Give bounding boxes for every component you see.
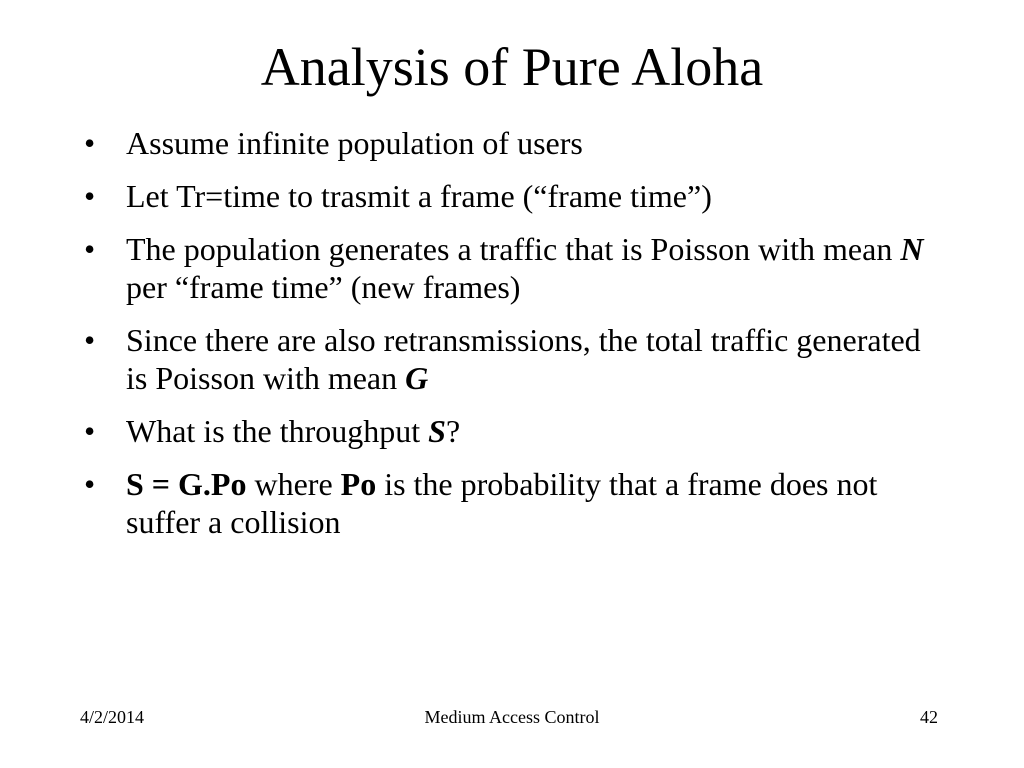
bullet-text: [126, 231, 923, 305]
bullet-text: [126, 322, 921, 396]
bullet-text: Let Tr=time to trasmit a frame (“frame time”): [126, 178, 712, 214]
bullet-text: Assume infinite population of users: [126, 125, 583, 161]
bullet-text-part: What is the throughput: [126, 413, 429, 449]
bullet-icon: •: [84, 231, 96, 267]
bullet-text-part: The population generates a traffic that is Poisson with mean: [126, 231, 901, 267]
bold-term: Po: [340, 466, 377, 502]
bullet-text-part: is the probability that a frame does not suffer a collision: [126, 466, 878, 540]
bullet-text-part: Since there are also retransmissions, the total traffic generated is Poisson with mean: [126, 322, 921, 396]
bold-formula: S = G.Po: [126, 466, 247, 502]
bullet-text-part: ?: [445, 413, 461, 449]
bullet-text: [126, 466, 877, 540]
footer-date: 4/2/2014: [80, 707, 145, 727]
bullet-item: [82, 177, 942, 215]
emphasis-variable: N: [900, 231, 924, 267]
emphasis-variable: G: [405, 360, 429, 396]
bullet-item: [82, 124, 942, 162]
bullet-item: [82, 412, 942, 450]
bullet-icon: •: [84, 125, 96, 161]
bullet-text: [126, 413, 460, 449]
bullet-text-part: where: [246, 466, 341, 502]
bullet-list: [82, 124, 942, 556]
bullet-item: [82, 230, 942, 306]
bullet-icon: •: [84, 466, 96, 502]
footer-title: Medium Access Control: [424, 707, 600, 727]
bullet-icon: •: [84, 178, 96, 214]
emphasis-variable: S: [428, 413, 446, 449]
bullet-icon: •: [84, 413, 96, 449]
page-number: 42: [920, 707, 938, 727]
bullet-text-part: per “frame time” (new frames): [126, 269, 521, 305]
slide-title: Analysis of Pure Aloha: [260, 37, 764, 97]
bullet-item: [82, 465, 942, 541]
bullet-icon: •: [84, 322, 96, 358]
bullet-item: [82, 321, 942, 397]
